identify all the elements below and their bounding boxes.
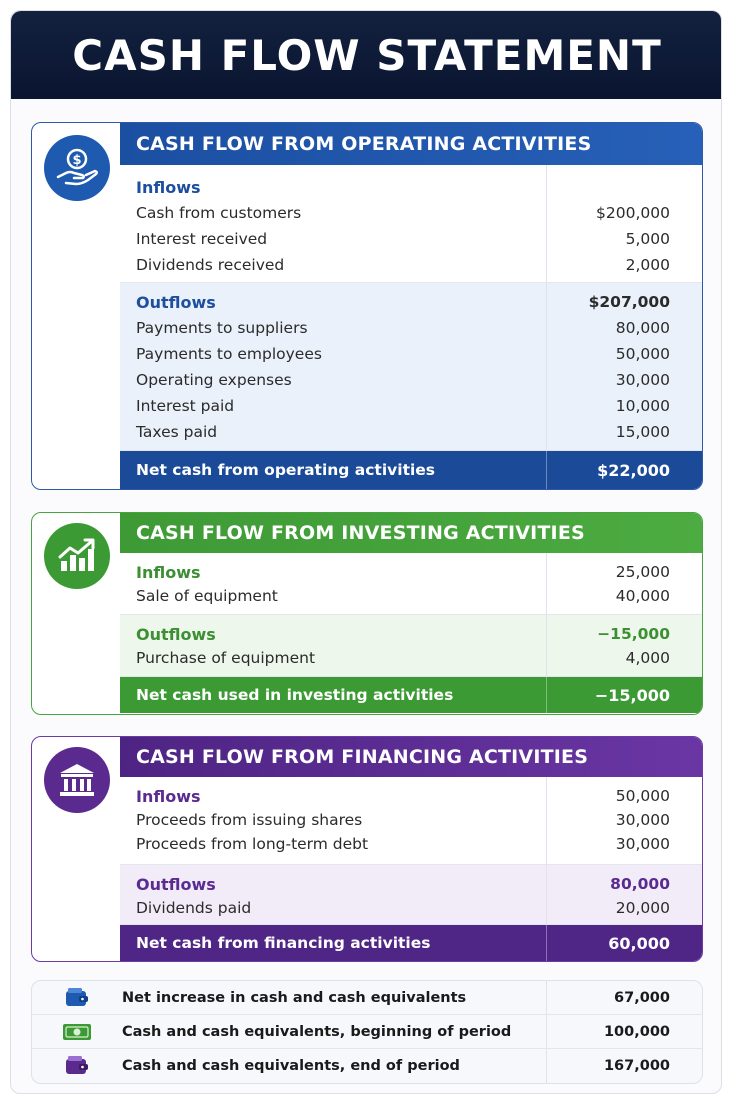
- operating-header: CASH FLOW FROM OPERATING ACTIVITIES: [120, 123, 702, 165]
- page-title: CASH FLOW STATEMENT: [72, 30, 662, 80]
- table-row: Proceeds from issuing shares 30,000: [136, 811, 670, 829]
- table-row: Payments to employees 50,000: [136, 345, 670, 363]
- financing-section: [31, 736, 703, 962]
- financing-inflows: [120, 777, 702, 865]
- operating-net-row: Net cash from operating activities $22,000: [120, 451, 702, 489]
- table-row: Purchase of equipment 4,000: [136, 649, 670, 667]
- investing-inflows-total: 25,000: [615, 563, 670, 581]
- table-row: Dividends paid 20,000: [136, 899, 670, 917]
- investing-section: [31, 512, 703, 715]
- financing-outflows-heading: Outflows 80,000: [120, 872, 702, 896]
- operating-section: [31, 122, 703, 490]
- table-row: Payments to suppliers 80,000: [136, 319, 670, 337]
- summary-row-beginning: Cash and cash equivalents, beginning of period 100,000: [32, 1015, 702, 1049]
- wallet-icon: [32, 987, 122, 1009]
- financing-inflows-heading: Inflows 50,000: [120, 784, 702, 808]
- table-row: Taxes paid 15,000: [136, 423, 670, 441]
- purse-icon: [32, 1055, 122, 1077]
- financing-outflows-total: 80,000: [610, 875, 670, 893]
- table-row: Operating expenses 30,000: [136, 371, 670, 389]
- investing-inflows: [120, 553, 702, 615]
- operating-inflows-heading: Inflows: [136, 177, 201, 197]
- svg-text:$: $: [72, 153, 82, 168]
- investing-outflows-total: −15,000: [597, 625, 670, 643]
- table-row: Cash from customers $200,000: [136, 204, 670, 222]
- table-row: Interest received 5,000: [136, 230, 670, 248]
- table-row: Dividends received 2,000: [136, 256, 670, 274]
- operating-outflows: [120, 283, 702, 451]
- investing-outflows-heading: Outflows −15,000: [120, 622, 702, 646]
- cash-flow-statement: [10, 10, 722, 1094]
- financing-net-row: Net cash from financing activities 60,000: [120, 925, 702, 961]
- table-row: Sale of equipment 40,000: [136, 587, 670, 605]
- financing-outflows: [120, 865, 702, 925]
- operating-inflows: [120, 165, 702, 283]
- financing-content: [120, 737, 702, 961]
- summary-row-end: Cash and cash equivalents, end of period 167,000: [32, 1049, 702, 1083]
- table-row: Interest paid 10,000: [136, 397, 670, 415]
- summary-table: [31, 980, 703, 1084]
- investing-header: CASH FLOW FROM INVESTING ACTIVITIES: [120, 513, 702, 553]
- growth-chart-icon: [44, 523, 110, 589]
- financing-inflows-total: 50,000: [615, 787, 670, 805]
- bank-icon: [44, 747, 110, 813]
- hand-dollar-icon: [44, 135, 110, 201]
- investing-outflows: [120, 615, 702, 677]
- investing-net-row: Net cash used in investing activities −15,000: [120, 677, 702, 713]
- summary-row-net-increase: Net increase in cash and cash equivalents 67,000: [32, 981, 702, 1015]
- investing-content: [120, 513, 702, 713]
- table-row: Proceeds from long-term debt 30,000: [136, 835, 670, 853]
- financing-header: CASH FLOW FROM FINANCING ACTIVITIES: [120, 737, 702, 777]
- operating-outflows-total: $207,000: [588, 293, 670, 311]
- title-bar: [11, 11, 722, 99]
- operating-content: [120, 123, 702, 489]
- banknote-icon: [32, 1022, 122, 1042]
- operating-outflows-heading: Outflows $207,000: [120, 289, 702, 315]
- investing-inflows-heading: Inflows 25,000: [120, 560, 702, 584]
